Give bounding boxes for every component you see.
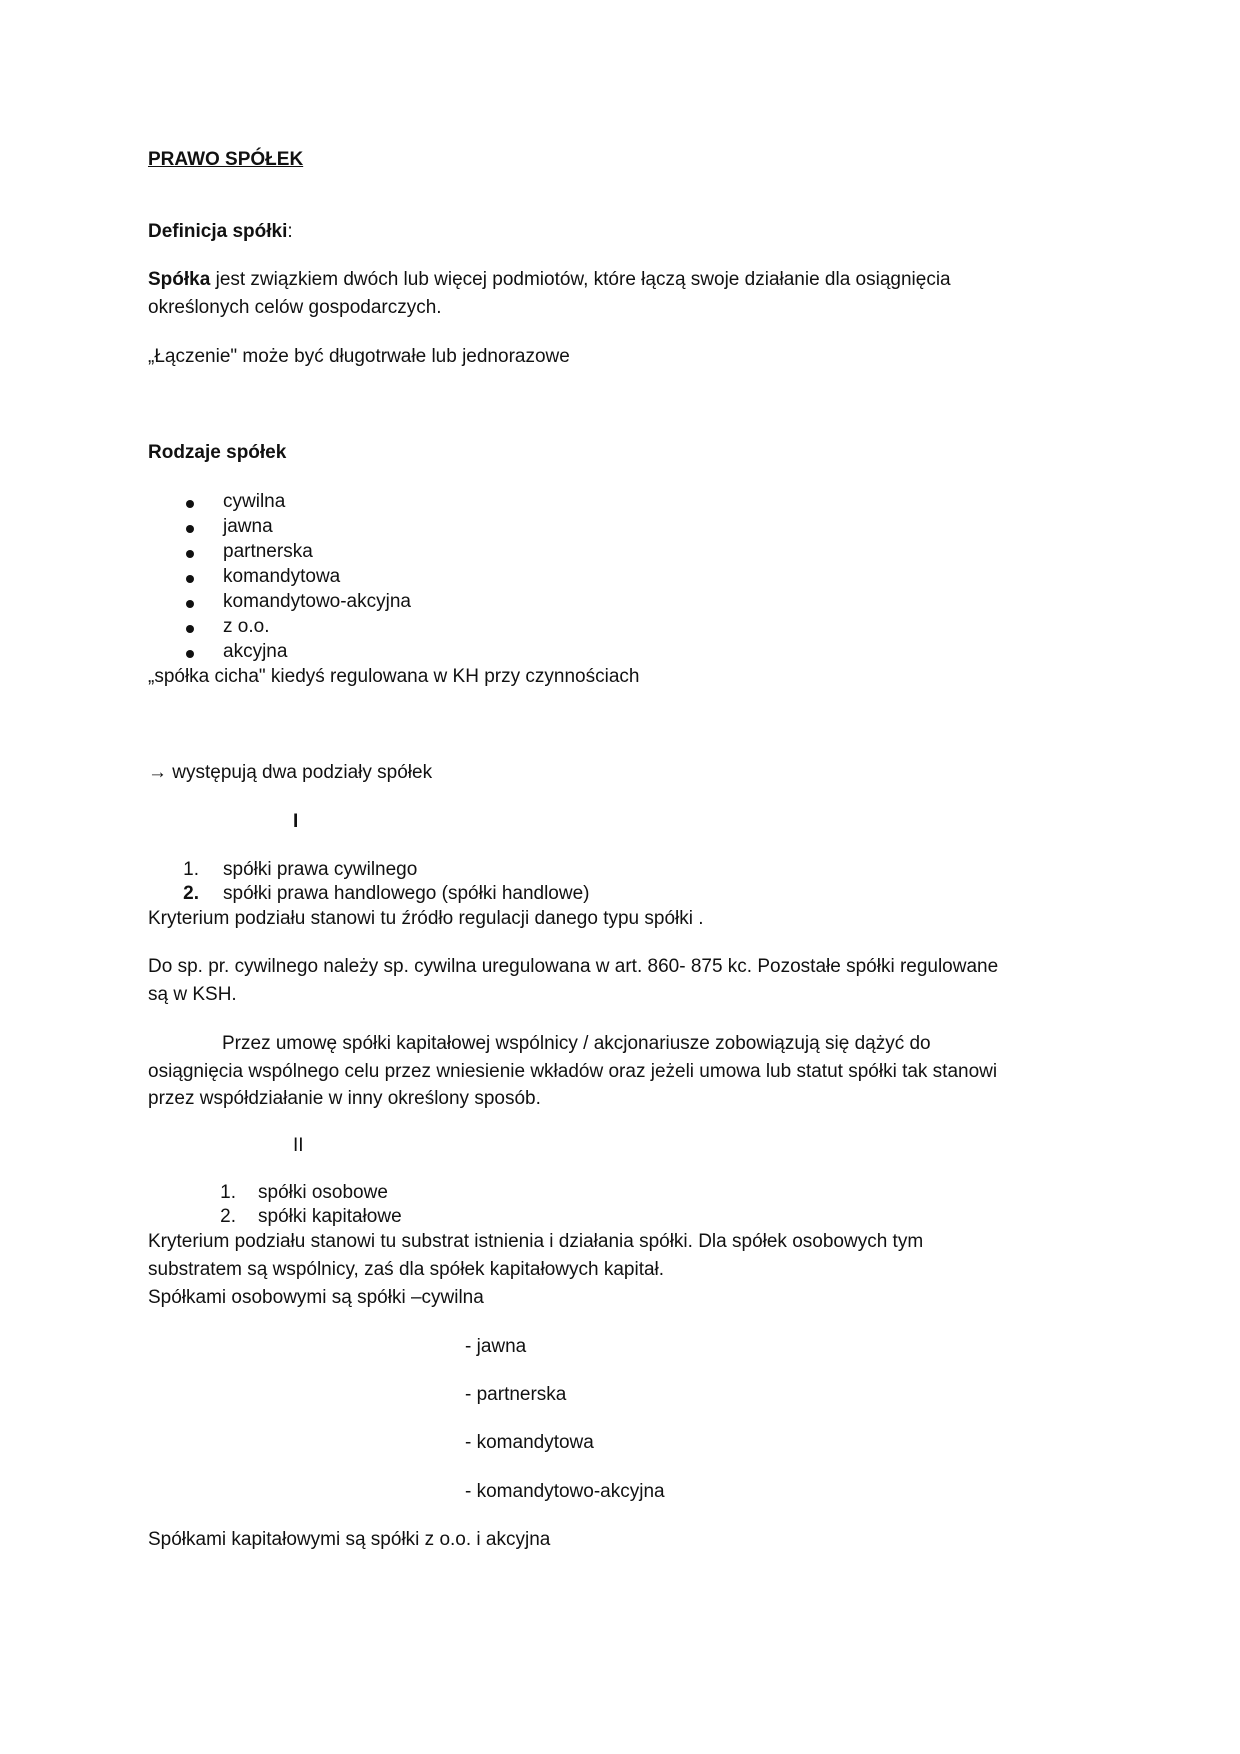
division-2-item-2: spółki kapitałowe <box>258 1206 402 1227</box>
capital-companies-line: Spółkami kapitałowymi są spółki z o.o. i akcyjna <box>148 1529 551 1550</box>
personal-company-item: - komandytowa <box>465 1432 594 1453</box>
divisions-intro <box>148 761 432 785</box>
civil-para-line-1: Do sp. pr. cywilnego należy sp. cywilna uregulowana w art. 860- 875 kc. Pozostałe spółki regulowane <box>148 956 999 977</box>
bullet-icon <box>186 575 194 583</box>
division-2-item-1: spółki osobowe <box>258 1182 388 1203</box>
page-title: PRAWO SPÓŁEK <box>148 149 304 170</box>
personal-company-item: - jawna <box>465 1336 527 1357</box>
definition-line-1-text: jest związkiem dwóch lub więcej podmiotów, które łączą swoje działanie dla osiągnięcia <box>210 269 951 290</box>
division-2-criterion-line-2: substratem są wspólnicy, zaś dla spółek kapitałowych kapitał. <box>148 1259 665 1280</box>
definition-term: Spółka <box>148 269 211 290</box>
definition-heading-text: Definicja spółki <box>148 221 288 242</box>
bullet-icon <box>186 550 194 558</box>
list-item: komandytowa <box>223 566 341 587</box>
personal-companies-intro: Spółkami osobowymi są spółki –cywilna <box>148 1287 484 1308</box>
division-1-item-2-num: 2. <box>183 883 199 904</box>
division-2-item-1-num: 1. <box>220 1182 236 1203</box>
arrow-icon: → <box>148 762 167 783</box>
civil-para-line-2: są w KSH. <box>148 984 237 1005</box>
division-2-item-2-num: 2. <box>220 1206 236 1227</box>
definition-heading <box>148 220 293 244</box>
definition-line-2: określonych celów gospodarczych. <box>148 297 442 318</box>
division-2-criterion-line-1: Kryterium podziału stanowi tu substrat istnienia i działania spółki. Dla spółek osobowych tym <box>148 1231 924 1252</box>
definition-heading-colon: : <box>287 221 293 242</box>
bullet-icon <box>186 625 194 633</box>
definition-note: „Łączenie" może być długotrwałe lub jednorazowe <box>148 346 570 367</box>
list-item: partnerska <box>223 541 313 562</box>
personal-company-item: - partnerska <box>465 1384 567 1405</box>
divisions-intro-text: występują dwa podziały spółek <box>167 762 433 783</box>
personal-company-item: - komandytowo-akcyjna <box>465 1481 665 1502</box>
division-1-item-2: spółki prawa handlowego (spółki handlowe) <box>223 883 590 904</box>
definition-line-1 <box>148 268 951 292</box>
types-heading: Rodzaje spółek <box>148 442 287 463</box>
list-item: komandytowo-akcyjna <box>223 591 411 612</box>
list-item: z o.o. <box>223 616 270 637</box>
division-1-item-1-num: 1. <box>183 859 199 880</box>
bullet-icon <box>186 650 194 658</box>
division-2-roman: II <box>293 1135 304 1156</box>
division-1-roman: I <box>293 811 299 832</box>
bullet-icon <box>186 525 194 533</box>
division-1-item-1: spółki prawa cywilnego <box>223 859 418 880</box>
capital-agreement-line-3: przez współdziałanie w inny określony sposób. <box>148 1088 541 1109</box>
list-item: jawna <box>223 516 273 537</box>
list-item: cywilna <box>223 491 286 512</box>
bullet-icon <box>186 600 194 608</box>
division-1-criterion: Kryterium podziału stanowi tu źródło regulacji danego typu spółki . <box>148 908 704 929</box>
capital-agreement-line-1: Przez umowę spółki kapitałowej wspólnicy / akcjonariusze zobowiązują się dążyć do <box>222 1033 931 1054</box>
list-item: akcyjna <box>223 641 288 662</box>
silent-partnership-note: „spółka cicha" kiedyś regulowana w KH przy czynnościach <box>148 666 640 687</box>
bullet-icon <box>186 500 194 508</box>
capital-agreement-line-2: osiągnięcia wspólnego celu przez wniesienie wkładów oraz jeżeli umowa lub statut spółki tak stanowi <box>148 1061 998 1082</box>
